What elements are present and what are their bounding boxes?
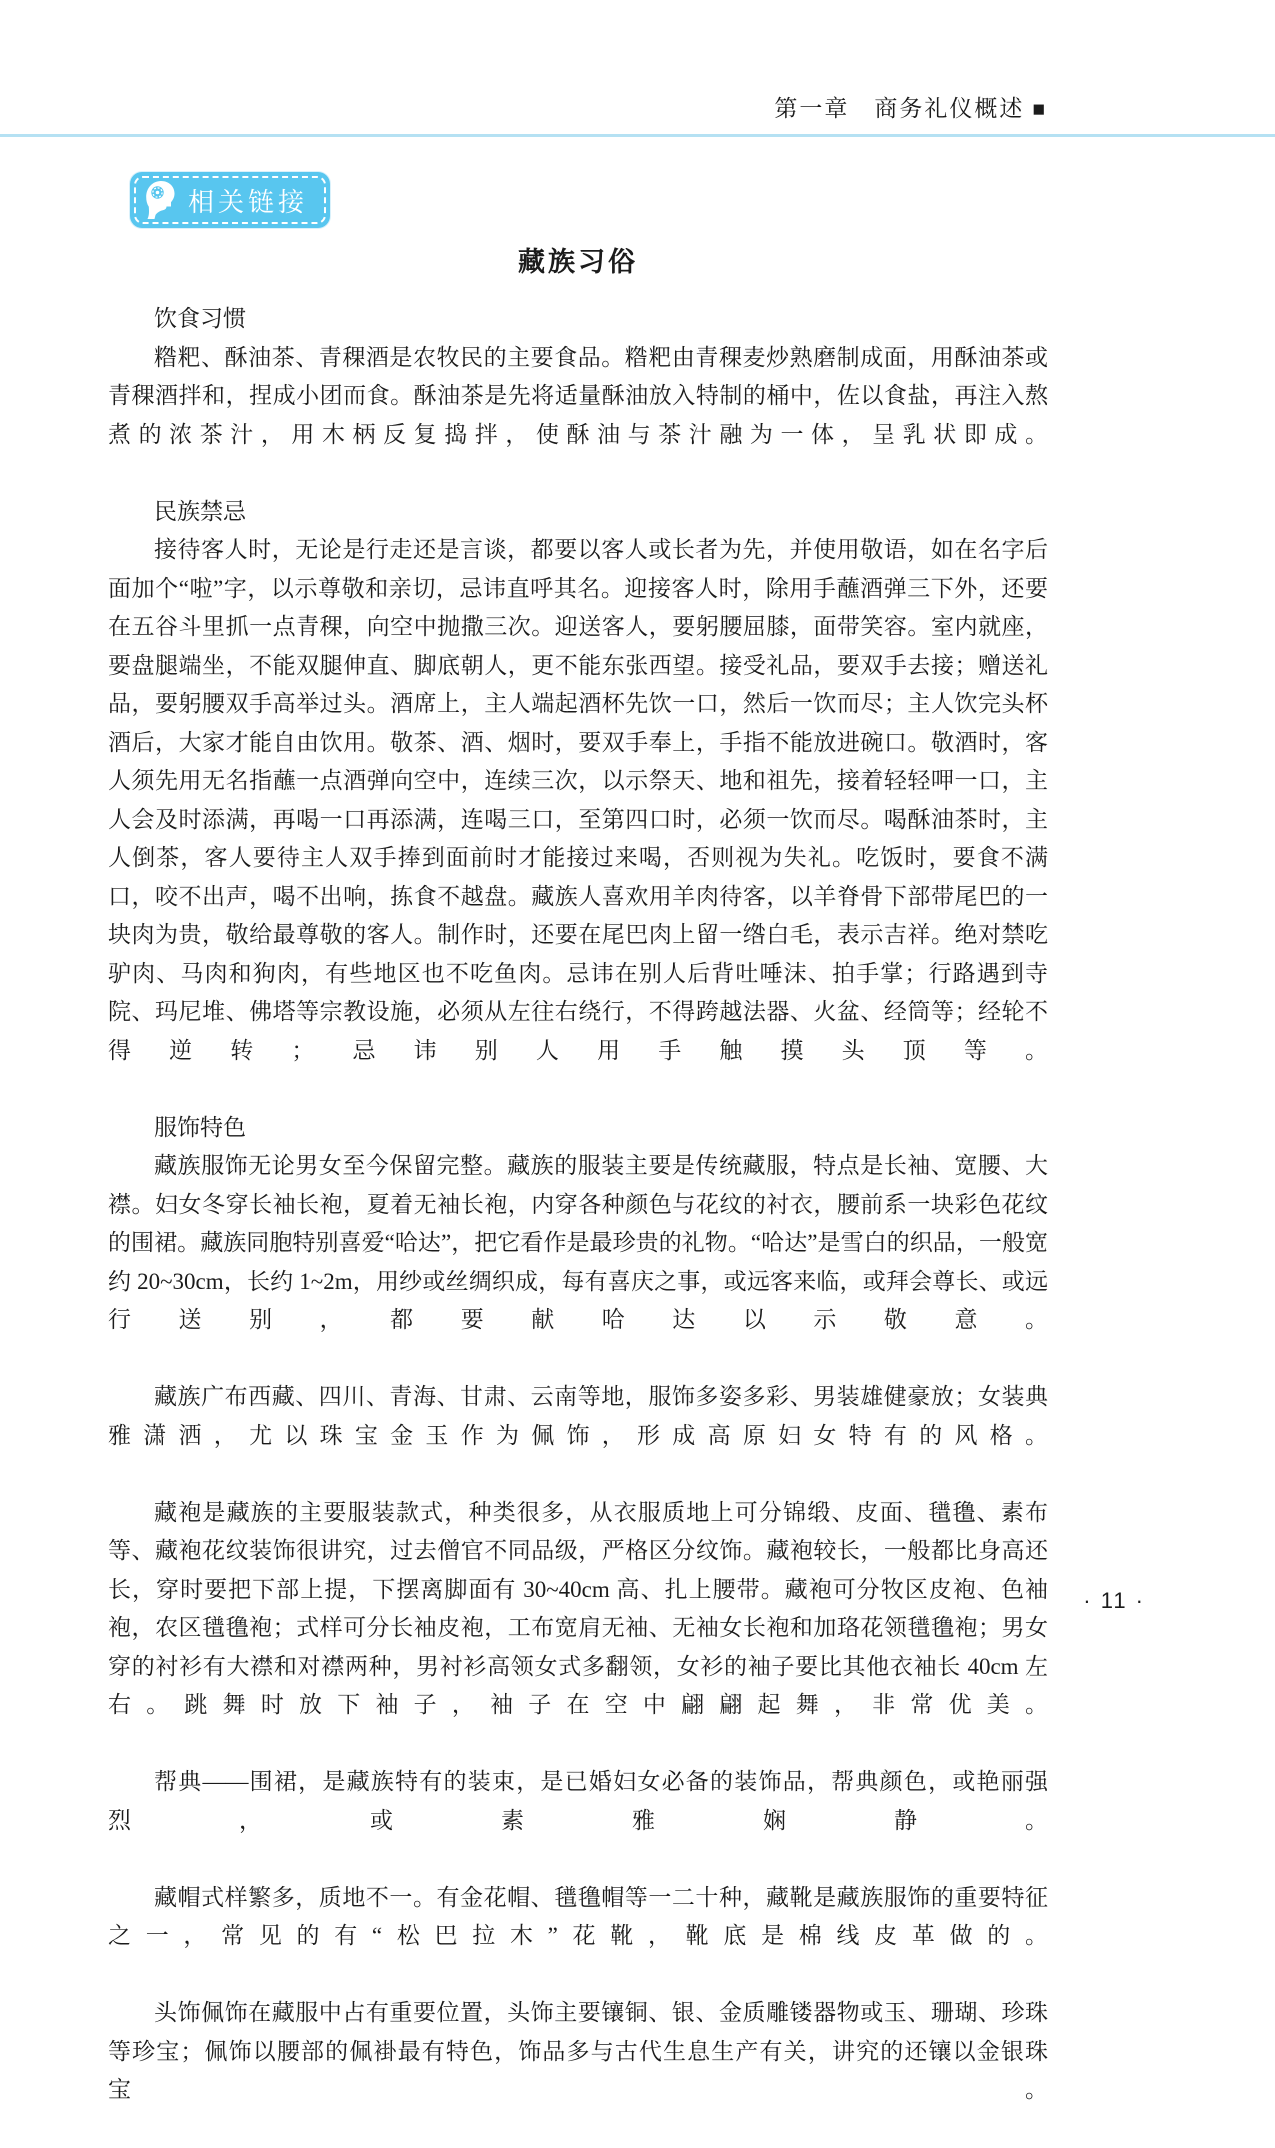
chapter-title: 第一章 商务礼仪概述	[774, 96, 1025, 121]
person-idea-icon	[144, 180, 178, 220]
related-link-label: 相关链接	[188, 187, 309, 217]
paragraph-taboos-1: 接待客人时，无论是行走还是言谈，都要以客人或长者为先，并使用敬语，如在名字后面加个“啦”字，以示尊敬和亲切，忌讳直呼其名。迎接客人时，除用手蘸酒弹三下外，还要在五谷斗里抓一点青稞，向空中抛撒三次。迎送客人，要躬腰屈膝，面带笑容。室内就座，要盘腿端坐，不能双腿伸直、脚底朝人，更不能东张西望。接受礼品，要双手去接；赠送礼品，要躬腰双手高举过头。酒席上，主人端起酒杯先饮一口，然后一饮而尽；主人饮完头杯酒后，大家才能自由饮用。敬茶、酒、烟时，要双手奉上，手指不能放进碗口。敬酒时，客人须先用无名指蘸一点酒弹向空中，连续三次，以示祭天、地和祖先，接着轻轻呷一口，主人会及时添满，再喝一口再添满，连喝三口，至第四口时，必须一饮而尽。喝酥油茶时，主人倒茶，客人要待主人双手捧到面前时才能接过来喝，否则视为失礼。吃饭时，要食不满口，咬不出声，喝不出响，拣食不越盘。藏族人喜欢用羊肉待客，以羊脊骨下部带尾巴的一块肉为贵，敬给最尊敬的客人。制作时，还要在尾巴肉上留一绺白毛，表示吉祥。绝对禁吃驴肉、马肉和狗肉，有些地区也不吃鱼肉。忌讳在别人后背吐唾沫、拍手掌；行路遇到寺院、玛尼堆、佛塔等宗教设施，必须从左往右绕行，不得跨越法器、火盆、经筒等；经轮不得逆转；忌讳别人用手触摸头顶等。	[108, 537, 1048, 1063]
paragraph-costume-6: 头饰佩饰在藏服中占有重要位置，头饰主要镶铜、银、金质雕镂器物或玉、珊瑚、珍珠等珍宝；佩饰以腰部的佩褂最有特色，饰品多与古代生息生产有关，讲究的还镶以金银珠宝。	[108, 2000, 1048, 2102]
paragraph-costume-2: 藏族广布西藏、四川、青海、甘肃、云南等地，服饰多姿多彩、男装雄健豪放；女装典雅潇洒，尤以珠宝金玉作为佩饰，形成高原妇女特有的风格。	[108, 1384, 1048, 1448]
running-head	[774, 90, 1047, 123]
paragraph-costume-5: 藏帽式样繁多，质地不一。有金花帽、氆氇帽等一二十种，藏靴是藏族服饰的重要特征之一，常见的有“松巴拉木”花靴，靴底是棉线皮革做的。	[108, 1884, 1048, 1948]
paragraph-costume-1: 藏族服饰无论男女至今保留完整。藏族的服装主要是传统藏服，特点是长袖、宽腰、大襟。妇女冬穿长袖长袍，夏着无袖长袍，内穿各种颜色与花纹的衬衣，腰前系一块彩色花纹的围裙。藏族同胞特别喜爱“哈达”，把它看作是最珍贵的礼物。“哈达”是雪白的织品，一般宽约 20~30cm，长约 1~2m，用纱或丝绸织成，每有喜庆之事，或远客来临，或拜会尊长、或远行送别，都要献哈达以示敬意。	[108, 1153, 1048, 1332]
header-rule	[0, 134, 1275, 137]
paragraph-costume-3: 藏袍是藏族的主要服装款式，种类很多，从衣服质地上可分锦缎、皮面、氆氇、素布等、藏袍花纹装饰很讲究，过去僧官不同品级，严格区分纹饰。藏袍较长，一般都比身高还长，穿时要把下部上提，下摆离脚面有 30~40cm 高、扎上腰带。藏袍可分牧区皮袍、色袖袍，农区氆氇袍；式样可分长袖皮袍，工布宽肩无袖、无袖女长袍和加珞花领氆氇袍；男女穿的衬衫有大襟和对襟两种，男衬衫高领女式多翻领，女衫的袖子要比其他衣袖长 40cm 左右。跳舞时放下袖子，袖子在空中翩翩起舞，非常优美。	[108, 1499, 1048, 1717]
article-title: 藏族习俗	[518, 247, 638, 277]
section-heading-costume: 服饰特色	[154, 1114, 246, 1140]
section-heading-diet: 饮食习惯	[154, 306, 246, 331]
related-link-badge-inner	[134, 176, 326, 224]
article	[108, 240, 1048, 2148]
chapter-end-marker-icon: ■	[1032, 97, 1047, 121]
related-link-badge	[130, 172, 330, 228]
page-number: · 11 ·	[1083, 1588, 1145, 1613]
paragraph-costume-4: 帮典——围裙，是藏族特有的装束，是已婚妇女必备的装饰品，帮典颜色，或艳丽强烈，或素雅娴静。	[108, 1769, 1048, 1833]
paragraph-diet-1: 糌粑、酥油茶、青稞酒是农牧民的主要食品。糌粑由青稞麦炒熟磨制成面，用酥油茶或青稞酒拌和，捏成小团而食。酥油茶是先将适量酥油放入特制的桶中，佐以食盐，再注入熬煮的浓茶汁，用木柄反复捣拌，使酥油与茶汁融为一体，呈乳状即成。	[108, 344, 1048, 447]
section-heading-taboos: 民族禁忌	[154, 498, 246, 524]
